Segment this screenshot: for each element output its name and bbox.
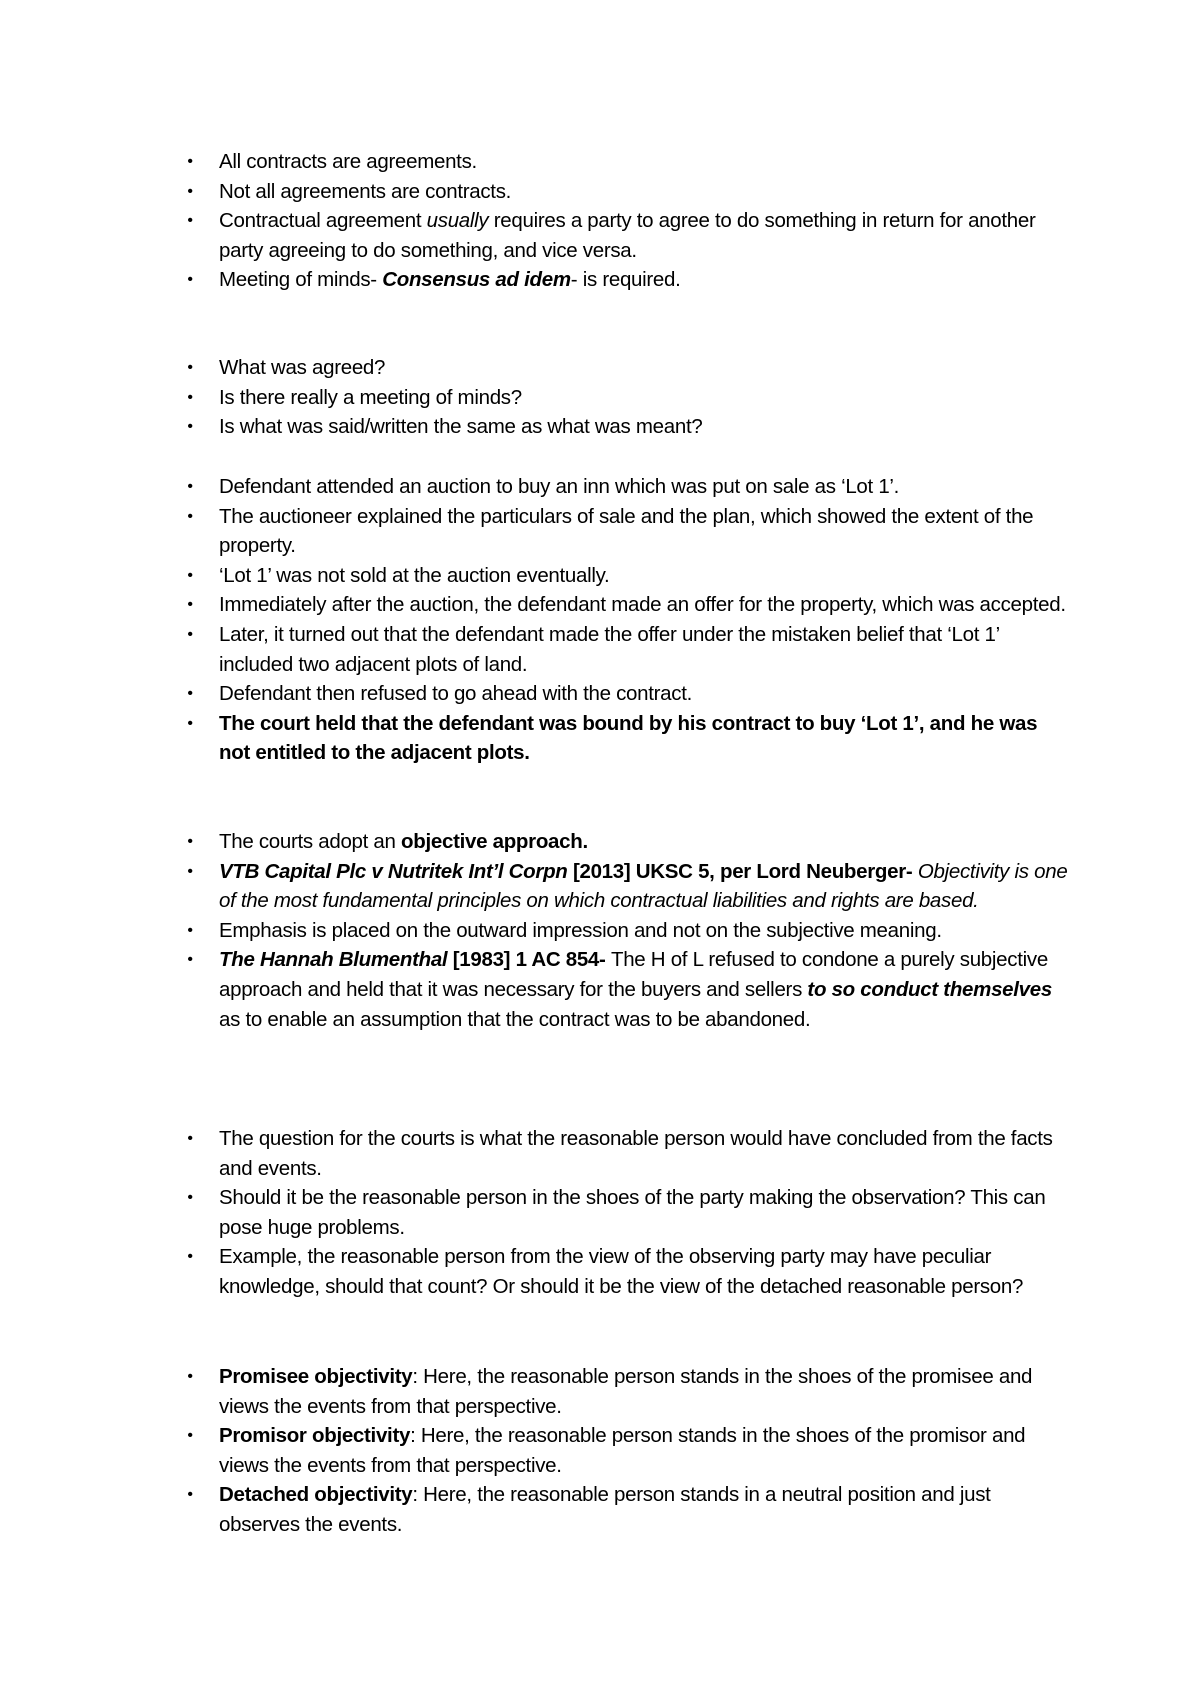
bullet-icon: • bbox=[187, 566, 193, 584]
text-run: The courts adopt an bbox=[219, 830, 402, 853]
text-run: Immediately after the auction, the defendant made an offer for the property, which was accepted. bbox=[219, 593, 1066, 617]
text-run: as to enable an assumption that the contract was to be abandoned. bbox=[219, 1007, 811, 1031]
text-run: Defendant then refused to go ahead with the contract. bbox=[219, 682, 693, 706]
text-run: Example, the reasonable person from the view of the observing party may have peculiar knowledge, should that count? Or should it be the view of the detached reasonable person? bbox=[219, 1245, 1024, 1298]
bullet-icon: • bbox=[187, 921, 193, 939]
text-run: Consensus ad idem bbox=[382, 268, 571, 292]
list-item bbox=[0, 383, 1200, 413]
list-item bbox=[0, 206, 1200, 265]
bullet-icon: • bbox=[187, 418, 193, 436]
list-item bbox=[0, 1124, 1200, 1183]
text-run: Should it be the reasonable person in the shoes of the party making the observation? This can pose huge problems. bbox=[219, 1186, 1046, 1239]
list-item bbox=[0, 1183, 1200, 1242]
bullet-icon: • bbox=[187, 685, 193, 703]
list-item bbox=[0, 827, 1200, 857]
bullet-icon: • bbox=[187, 833, 193, 850]
text-run: Detached objectivity bbox=[219, 1483, 413, 1507]
text-run: objective approach. bbox=[401, 830, 588, 853]
list-item bbox=[0, 1362, 1200, 1421]
bullet-icon: • bbox=[187, 1486, 193, 1504]
text-run: Promisee objectivity bbox=[219, 1365, 413, 1388]
bullet-icon: • bbox=[187, 862, 193, 880]
bullet-icon: • bbox=[187, 478, 193, 495]
bullet-list-questions bbox=[0, 353, 1200, 442]
list-item bbox=[0, 1242, 1200, 1301]
text-run: Objectivity is one of the most fundamental principles on which contractual liabilities and rights are based. bbox=[219, 859, 1068, 913]
bullet-icon: • bbox=[187, 1130, 193, 1147]
list-item bbox=[0, 916, 1200, 946]
list-item bbox=[0, 147, 1200, 177]
list-item bbox=[0, 620, 1200, 679]
bullet-icon: • bbox=[187, 596, 193, 614]
text-run: All contracts are agreements. bbox=[219, 150, 477, 173]
bullet-icon: • bbox=[187, 182, 193, 200]
text-run: The H of L refused to condone a purely subjective approach and held that it was necessary for the buyers and sellers bbox=[219, 948, 1048, 1001]
bullet-icon: • bbox=[187, 1427, 193, 1445]
text-run: Not all agreements are contracts. bbox=[219, 179, 512, 203]
text-run: [1983] 1 AC 854- bbox=[447, 948, 611, 972]
bullet-list-contracts-agreements bbox=[0, 147, 1200, 295]
text-run: [2013] UKSC 5, per Lord Neuberger- bbox=[567, 859, 918, 883]
bullet-list-objective-approach bbox=[0, 827, 1200, 1034]
list-item bbox=[0, 945, 1200, 1034]
list-item bbox=[0, 709, 1200, 768]
text-run: Is what was said/written the same as what was meant? bbox=[219, 415, 703, 439]
text-run: Promisor objectivity bbox=[219, 1424, 411, 1448]
text-run: : Here, the reasonable person stands in the shoes of the promisor and views the events from that perspective. bbox=[219, 1424, 1026, 1477]
bullet-icon: • bbox=[187, 1189, 193, 1207]
bullet-icon: • bbox=[187, 507, 193, 525]
list-item bbox=[0, 1421, 1200, 1480]
list-item bbox=[0, 857, 1200, 916]
list-item bbox=[0, 590, 1200, 620]
text-run: Meeting of minds- bbox=[219, 268, 383, 292]
text-run: Defendant attended an auction to buy an inn which was put on sale as ‘Lot 1’. bbox=[219, 475, 900, 498]
text-run: Is there really a meeting of minds? bbox=[219, 385, 522, 409]
list-item bbox=[0, 353, 1200, 383]
text-run: The question for the courts is what the reasonable person would have concluded from the facts and events. bbox=[219, 1127, 1053, 1180]
bullet-icon: • bbox=[187, 1368, 193, 1385]
text-run: Contractual agreement bbox=[219, 209, 427, 233]
bullet-icon: • bbox=[187, 625, 193, 643]
text-run: : Here, the reasonable person stands in the shoes of the promisee and views the events from that perspective. bbox=[219, 1365, 1033, 1418]
bullet-icon: • bbox=[187, 951, 193, 969]
bullet-icon: • bbox=[187, 1248, 193, 1266]
list-item bbox=[0, 561, 1200, 591]
text-run: The court held that the defendant was bound by his contract to buy ‘Lot 1’, and he was not entitled to the adjacent plots. bbox=[219, 711, 1038, 765]
text-run: The Hannah Blumenthal bbox=[219, 948, 448, 972]
bullet-list-reasonable-person bbox=[0, 1124, 1200, 1302]
text-run: : Here, the reasonable person stands in a neutral position and just observes the events. bbox=[219, 1483, 991, 1536]
text-run: to so conduct themselves bbox=[807, 977, 1052, 1001]
text-run: What was agreed? bbox=[219, 356, 386, 379]
text-run: - is required. bbox=[570, 268, 681, 292]
text-run: requires a party to agree to do something in return for another party agreeing to do something, and vice versa. bbox=[219, 209, 1036, 262]
list-item bbox=[0, 472, 1200, 502]
bullet-icon: • bbox=[187, 388, 193, 406]
bullet-icon: • bbox=[187, 271, 193, 289]
text-run: ‘Lot 1’ was not sold at the auction eventually. bbox=[219, 563, 610, 587]
list-item bbox=[0, 265, 1200, 295]
list-item bbox=[0, 502, 1200, 561]
text-run: The auctioneer explained the particulars of sale and the plan, which showed the extent of the property. bbox=[219, 504, 1034, 558]
bullet-icon: • bbox=[187, 212, 193, 230]
text-run: Later, it turned out that the defendant made the offer under the mistaken belief that ‘Lot 1’ included two adjacent plots of land. bbox=[219, 622, 1000, 676]
text-run: VTB Capital Plc v Nutritek Int’l Corpn bbox=[219, 859, 568, 883]
list-item bbox=[0, 1480, 1200, 1539]
bullet-list-auction-case bbox=[0, 472, 1200, 768]
bullet-list-objectivity-types bbox=[0, 1362, 1200, 1540]
list-item bbox=[0, 679, 1200, 709]
bullet-icon: • bbox=[187, 359, 193, 376]
bullet-icon: • bbox=[187, 153, 193, 170]
bullet-icon: • bbox=[187, 714, 193, 732]
list-item bbox=[0, 412, 1200, 442]
text-run: Emphasis is placed on the outward impression and not on the subjective meaning. bbox=[219, 918, 942, 942]
list-item bbox=[0, 177, 1200, 207]
text-run: usually bbox=[426, 209, 489, 233]
